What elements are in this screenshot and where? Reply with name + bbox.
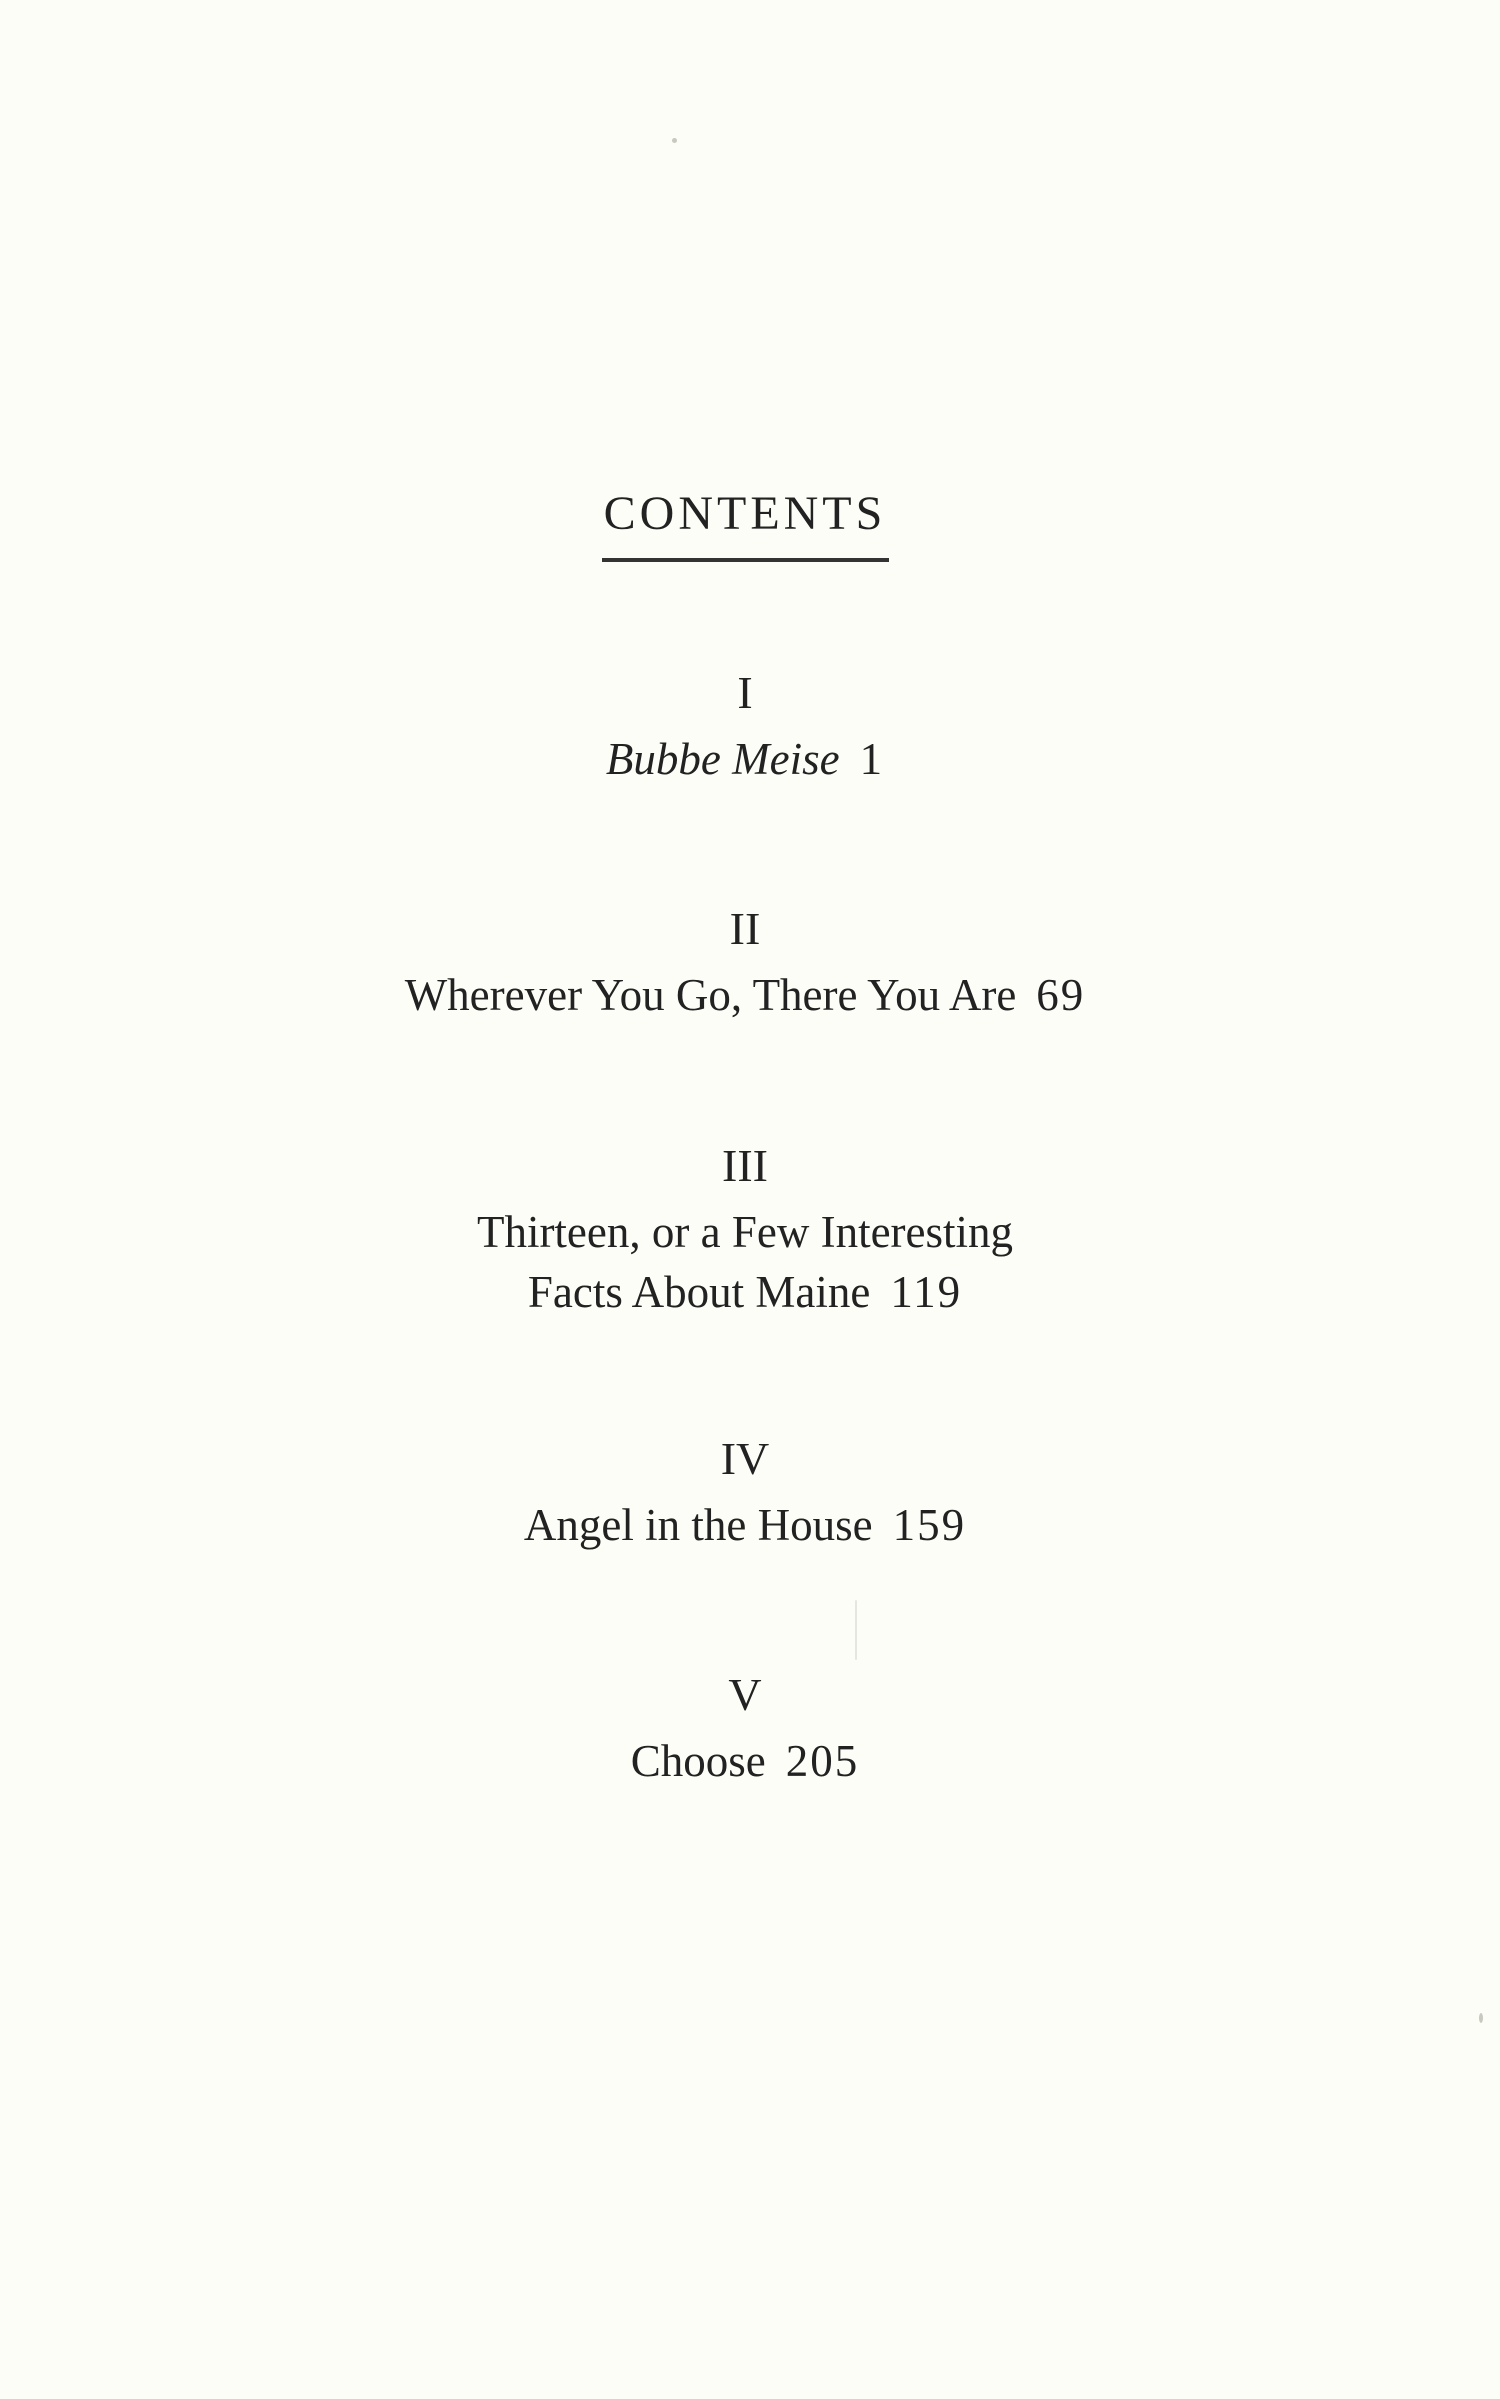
toc-section-1 bbox=[0, 665, 1490, 789]
toc-entry[interactable] bbox=[0, 1731, 1490, 1791]
toc-entry[interactable] bbox=[0, 965, 1490, 1025]
entry-title-line-1: Thirteen, or a Few Interesting bbox=[476, 1207, 1014, 1257]
entry-title: Bubbe Meise bbox=[605, 734, 840, 784]
paper-speck bbox=[855, 1600, 857, 1660]
toc-section-2 bbox=[0, 901, 1490, 1025]
section-numeral: IV bbox=[720, 1433, 770, 1484]
entry-title: Angel in the House bbox=[523, 1500, 873, 1550]
toc-entry[interactable] bbox=[0, 1495, 1490, 1555]
heading-underline-rule bbox=[602, 558, 889, 562]
section-numeral: III bbox=[722, 1140, 768, 1191]
entry-title: Wherever You Go, There You Are bbox=[404, 970, 1017, 1020]
section-numeral: V bbox=[728, 1669, 762, 1720]
toc-entry[interactable] bbox=[0, 1202, 1490, 1262]
entry-title: Choose bbox=[630, 1736, 766, 1786]
paper-speck bbox=[1479, 2013, 1483, 2023]
toc-section-4 bbox=[0, 1431, 1490, 1555]
toc-section-3 bbox=[0, 1138, 1490, 1322]
toc-entry[interactable] bbox=[0, 729, 1490, 789]
toc-entry-continued[interactable] bbox=[0, 1262, 1490, 1322]
entry-page-number: 1 bbox=[859, 734, 885, 784]
entry-page-number: 205 bbox=[785, 1736, 860, 1786]
entry-title-line-2: Facts About Maine bbox=[527, 1267, 871, 1317]
entry-page-number: 159 bbox=[892, 1500, 967, 1550]
toc-section-5 bbox=[0, 1667, 1490, 1791]
entry-page-number: 69 bbox=[1036, 970, 1086, 1020]
paper-speck bbox=[672, 138, 677, 143]
entry-page-number: 119 bbox=[890, 1267, 963, 1317]
section-numeral: II bbox=[729, 903, 761, 954]
section-numeral: I bbox=[737, 667, 753, 718]
contents-heading: CONTENTS bbox=[603, 487, 887, 540]
